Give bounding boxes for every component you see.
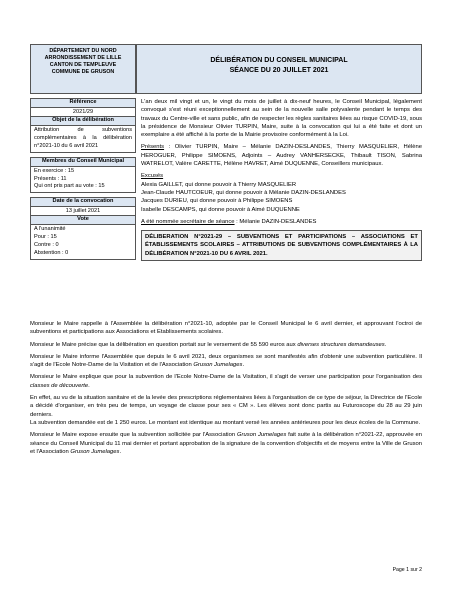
excuse-line: Jean-Claude HAUTCOEUR, qui donne pouvoir à Mélanie DAZIN-DESLANDES	[141, 189, 346, 196]
secretaire-value: : Mélanie DAZIN-DESLANDES	[234, 218, 317, 225]
deliberation-title-box: DÉLIBERATION N°2021-29 – SUBVENTIONS ET PARTICIPATIONS – ASSOCIATIONS ET ÉTABLISSEMENTS SCOLAIRES – ATTRIBUTIONS DE SUBVENTIONS COMPLÉMENTAIRES À LA DÉLIBÉRATION N°2021-10 DU 6 AVRIL 2021.	[141, 230, 422, 261]
session-details	[141, 98, 422, 261]
membres-en-exercice: En exercice : 15	[34, 167, 75, 174]
convocation-box	[30, 197, 136, 260]
p7-italic-1: Gruson Jumelages	[236, 432, 287, 439]
body-paragraph-3	[30, 353, 422, 370]
p4-text: Monsieur le Maire explique que pour la subvention de l'Ecole Notre-Dame de la Visitation, il s'agit de verser une participation pour l'organisation des	[30, 374, 422, 381]
p2-text: Monsieur le Maire précise que la délibération en question portait sur le versement de 55 590 euros aux	[30, 341, 298, 348]
reference-label: Référence	[31, 99, 135, 108]
presents-list: : Olivier TURPIN, Maire – Mélanie DAZIN-DESLANDES, Thierry MASQUELIER, Hélène HEROGUER, Philippe SIMOENS, Adjoints – Audrey VANHERSECKE, Thibault TISON, Sabrina WATRELOT, Valère CARETTE, Hélène HAVRET, Aimé DUQUENNE, Conseillers municipaux.	[141, 144, 422, 168]
membres-box	[30, 157, 136, 194]
p2-end: .	[384, 341, 387, 348]
presents-label: Présents	[141, 144, 165, 151]
objet-label: Objet de la délibération	[31, 116, 135, 126]
commune-header-box	[30, 44, 136, 94]
p3-italic: Gruson Jumelages	[193, 362, 243, 369]
p4-end: .	[88, 382, 90, 389]
p3-text: Monsieur le Maire informe l'Assemblée que depuis le 6 avril 2021, deux organismes se sont manifestés afin d'obtenir une subvention particulière. Il s'agit de l'Ecole Notre-Dame de la Visitation et de l'Association	[30, 353, 422, 369]
excuses-label: Excusés	[141, 173, 164, 180]
p7-end: .	[119, 448, 122, 455]
header-canton: CANTON DE TEMPLEUVE	[49, 62, 117, 69]
vote-abstention: Abstention : 0	[34, 250, 69, 256]
body-paragraph-6: La subvention demandée est de 1 250 euros. Le montant est identique au montant versé les années antérieures pour les deux écoles de la Commune.	[30, 419, 421, 426]
document-title-box	[136, 44, 422, 94]
membres-presents: Présents : 11	[34, 175, 67, 182]
p7-italic-2: Gruson Jumelages	[70, 448, 120, 455]
header-arrondissement: ARRONDISSEMENT DE LILLE	[44, 55, 122, 62]
membres-votants: Qui ont pris part au vote : 15	[34, 183, 105, 190]
excuse-line: Alexia GAILLET, qui donne pouvoir à Thierry MASQUELIER	[141, 181, 297, 188]
body-paragraph-1: Monsieur le Maire rappelle à l'Assemblée la délibération n°2021-10, adoptée par le Conseil Municipal le 6 avril dernier, et approuvant l'octroi de subventions et participations aux Associations et Etablissements scolaires.	[30, 321, 422, 336]
body-paragraph-5: En effet, au vu de la situation sanitaire et de la levée des prescriptions réglementaires liées à l'organisation de ce type de séjour, la Directrice de l'Ecole a décidé d'organiser, en très peu de temps, un voyage de classe pour ses « CM ». Les élèves sont donc partis au Futuroscope du 28 au 29 juin derniers.	[30, 395, 422, 418]
document-title: DÉLIBÉRATION DU CONSEIL MUNICIPAL	[210, 57, 348, 64]
reference-value: 2021/29	[72, 108, 94, 115]
objet-text: Attribution de subventions complémentaires à la délibération n°2021-10 du 6 avril 2021	[34, 126, 132, 149]
page-number: Page 1 sur 2	[392, 567, 422, 573]
secretaire-paragraph	[141, 218, 422, 226]
vote-unanimite: A l'unanimité	[34, 226, 66, 233]
vote-pour: Pour : 15	[34, 234, 57, 241]
header-department: DÉPARTEMENT DU NORD	[49, 48, 117, 54]
excuses-section	[141, 172, 422, 213]
body-paragraph-7	[30, 431, 422, 456]
deliberation-body	[30, 320, 422, 460]
presents-paragraph	[141, 143, 422, 168]
session-date-title: SÉANCE DU 20 JUILLET 2021	[229, 67, 329, 75]
membres-label: Membres du Conseil Municipal	[31, 158, 135, 167]
p4-italic: classes de découverte	[30, 382, 89, 389]
vote-contre: Contre : 0	[34, 242, 59, 249]
p3-end: .	[242, 362, 245, 369]
excuse-line: Isabelle DESCAMPS, qui donne pouvoir à Aimé DUQUENNE	[141, 206, 300, 213]
p2-italic: diverses structures demandeuses	[297, 341, 385, 348]
reference-box	[30, 98, 136, 153]
secretaire-label: A été nommée secrétaire de séance	[141, 218, 235, 225]
p7-mid: fait suite à la délibération n°2021-22, approuvée en séance du Conseil Municipal du 11 mai dernier et portant approbation de la signature de la convention d'objectifs et de moyens entre la Ville de Gruson et l'Association	[30, 432, 422, 455]
sidebar	[30, 98, 136, 260]
intro-paragraph: L'an deux mil vingt et un, le vingt du mois de juillet à dix-neuf heures, le Conseil Municipal, légalement convoqué s'est réuni exceptionnellement au sein de la nouvelle salle polyvalente pendant le temps des travaux du Centre-ville et sans public, afin de respecter les règles sanitaires liées au risque COVID-19, sous la présidence de Monsieur Olivier TURPIN, Maire, suite à la convocation qui lui a été faite et dont un exemplaire a été affiché à la porte de la Mairie provisoire conformément à la Loi.	[141, 99, 422, 139]
vote-label: Vote	[31, 215, 135, 225]
body-paragraph-2	[30, 341, 422, 349]
excuse-line: Jacques DURIEU, qui donne pouvoir à Philippe SIMOENS	[141, 198, 293, 205]
convocation-value: 13 juillet 2021	[65, 208, 101, 215]
body-paragraph-4	[30, 373, 422, 390]
convocation-label: Date de la convocation	[31, 198, 135, 207]
p7-text: Monsieur le Maire expose ensuite que la subvention sollicitée par l'Association	[30, 432, 237, 439]
header-commune: COMMUNE DE GRUSON	[51, 69, 115, 76]
